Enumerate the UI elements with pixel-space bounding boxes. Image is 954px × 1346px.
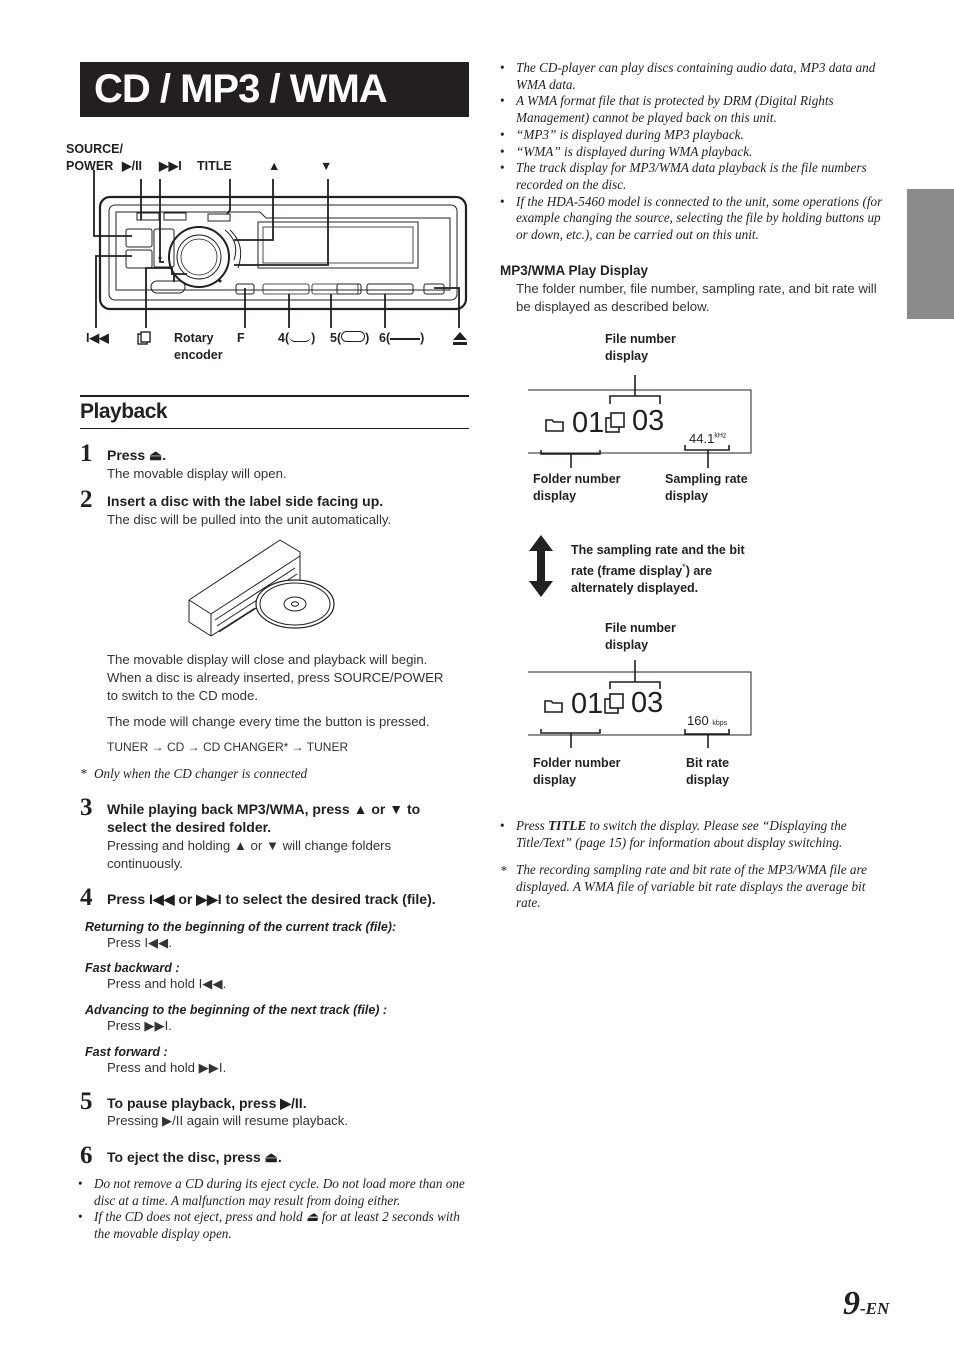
step-body: The movable display will open. xyxy=(107,466,287,481)
track-op-heading: Advancing to the beginning of the next track (file) : xyxy=(85,1003,388,1017)
label-prev: I◀◀ xyxy=(86,331,109,345)
note-item: • If the HDA-5460 model is connected to the unit, some operations (for example changing the source, selecting the file by holding buttons up or down, etc.), can be carried out on this unit. xyxy=(500,194,885,244)
track-op-heading: Returning to the beginning of the current track (file): xyxy=(85,920,397,934)
label-btn4: 4( ) xyxy=(278,331,316,345)
folder-number: 01 xyxy=(571,688,604,720)
eject-icon xyxy=(452,331,468,351)
label-btn5: 5( ) xyxy=(330,331,370,345)
folder-icon xyxy=(545,417,565,438)
track-op-body: Press ▶▶I. xyxy=(107,1018,172,1033)
label-up: ▲ xyxy=(268,159,281,173)
sampling-rate-value: $44.1^{kHz}$ xyxy=(689,431,727,446)
note-item: • If the CD does not eject, press and hold ⏏ for at least 2 seconds with the movable display open. xyxy=(78,1209,468,1242)
repeat-icon xyxy=(289,334,311,342)
label-source-power: SOURCE/ POWER xyxy=(66,142,123,173)
section-heading: Playback xyxy=(80,400,168,423)
note-item: • A WMA format file that is protected by DRM (Digital Rights Management) cannot be played back on this unit. xyxy=(500,93,885,126)
scan-icon xyxy=(390,338,420,340)
head-unit-diagram xyxy=(60,170,480,330)
sampling-rate-label: Sampling rate display xyxy=(665,472,748,503)
folder-number-label: Folder number display xyxy=(533,472,621,503)
play-display-body: The folder number, file number, sampling rate, and bit rate will be displayed as described below. xyxy=(516,281,877,314)
alternate-note: The sampling rate and the bit rate (frame display*) are alternately displayed. xyxy=(571,543,745,596)
folder-copy-icon xyxy=(137,331,151,351)
step-body: Pressing ▶/II again will resume playback. xyxy=(107,1113,349,1128)
track-op-heading: Fast forward : xyxy=(85,1045,168,1059)
note-item: • “MP3” is displayed during MP3 playback. xyxy=(500,127,885,144)
step-heading: While playing back MP3/WMA, press ▲ or ▼ to select the desired folder. xyxy=(107,801,421,835)
title-note xyxy=(500,818,890,851)
label-next: ▶▶I xyxy=(159,159,182,173)
step-number: 2 xyxy=(80,486,93,513)
step-body: Pressing and holding ▲ or ▼ will change folders continuously. xyxy=(107,838,392,871)
step-number: 6 xyxy=(80,1142,93,1169)
step-body: The disc will be pulled into the unit automatically. xyxy=(107,512,392,527)
file-number: 03 xyxy=(631,687,664,719)
file-number: 03 xyxy=(632,405,665,437)
footnote: Only when the CD changer is connected xyxy=(94,766,308,781)
folder-icon xyxy=(544,698,564,719)
after-insert-paragraph: The movable display will close and playback will begin. When a disc is already inserted, press SOURCE/POWER to switch to the CD mode. xyxy=(107,652,444,703)
step-number: 4 xyxy=(80,884,93,911)
label-down: ▼ xyxy=(320,159,333,173)
step-heading: Press ⏏. xyxy=(107,447,167,463)
note-item: • Do not remove a CD during its eject cycle. Do not load more than one disc at a time. A malfunction may result from doing either. xyxy=(78,1176,468,1209)
footnote-mark: * xyxy=(80,766,87,781)
label-f: F xyxy=(237,331,245,345)
section-tab xyxy=(907,189,954,319)
step-heading: Press I◀◀ or ▶▶I to select the desired track (file). xyxy=(107,891,436,907)
eject-notes xyxy=(78,1176,468,1243)
track-op-body: Press and hold I◀◀. xyxy=(107,976,227,991)
star-note: The recording sampling rate and bit rate of the MP3/WMA file are displayed. A WMA file of variable bit rate displays the average bit rate. xyxy=(516,862,868,911)
track-op-heading: Fast backward : xyxy=(85,961,180,975)
section-rule-bottom xyxy=(80,428,469,429)
folder-number-label: Folder number display xyxy=(533,756,621,787)
file-number-label: File number display xyxy=(605,621,676,652)
double-arrow-icon xyxy=(527,534,555,598)
label-btn6: 6( ) xyxy=(379,331,425,345)
step-number: 5 xyxy=(80,1088,93,1115)
step-heading: Insert a disc with the label side facing up. xyxy=(107,493,384,509)
bit-rate-label: Bit rate display xyxy=(686,756,730,787)
star-mark: * xyxy=(500,863,507,878)
folder-number: 01 xyxy=(572,407,605,439)
random-icon xyxy=(341,331,365,342)
page-title: CD / MP3 / WMA xyxy=(80,62,469,117)
note-item: • Press TITLE to switch the display. Please see “Displaying the Title/Text” (page 15) for information about display switching. xyxy=(500,818,890,851)
right-notes xyxy=(500,60,885,244)
step-number: 3 xyxy=(80,794,93,821)
file-number-label: File number display xyxy=(605,332,676,363)
bit-rate-value: 160 kbps xyxy=(687,713,728,728)
track-op-body: Press and hold ▶▶I. xyxy=(107,1060,227,1075)
source-sequence: TUNER → CD → CD CHANGER* → TUNER xyxy=(107,740,349,754)
step-heading: To pause playback, press ▶/II. xyxy=(107,1095,307,1111)
label-title: TITLE xyxy=(197,159,232,173)
label-rotary-encoder: Rotary encoder xyxy=(174,331,223,362)
file-icon xyxy=(604,693,626,720)
step-heading: To eject the disc, press ⏏. xyxy=(107,1149,282,1165)
mode-change-text: The mode will change every time the button is pressed. xyxy=(107,714,430,729)
file-icon xyxy=(605,412,627,439)
play-display-heading: MP3/WMA Play Display xyxy=(500,263,649,278)
page-number: 9-EN xyxy=(843,1285,890,1322)
label-play-pause: ▶/II xyxy=(122,159,143,173)
section-rule-top xyxy=(80,395,469,397)
note-item: • The CD-player can play discs containing audio data, MP3 data and WMA data. xyxy=(500,60,885,93)
disc-insert-illustration xyxy=(185,538,345,643)
note-item: • “WMA” is displayed during WMA playback. xyxy=(500,144,885,161)
step-number: 1 xyxy=(80,440,93,467)
note-item: • The track display for MP3/WMA data playback is the file numbers recorded on the disc. xyxy=(500,160,885,193)
track-op-body: Press I◀◀. xyxy=(107,935,172,950)
